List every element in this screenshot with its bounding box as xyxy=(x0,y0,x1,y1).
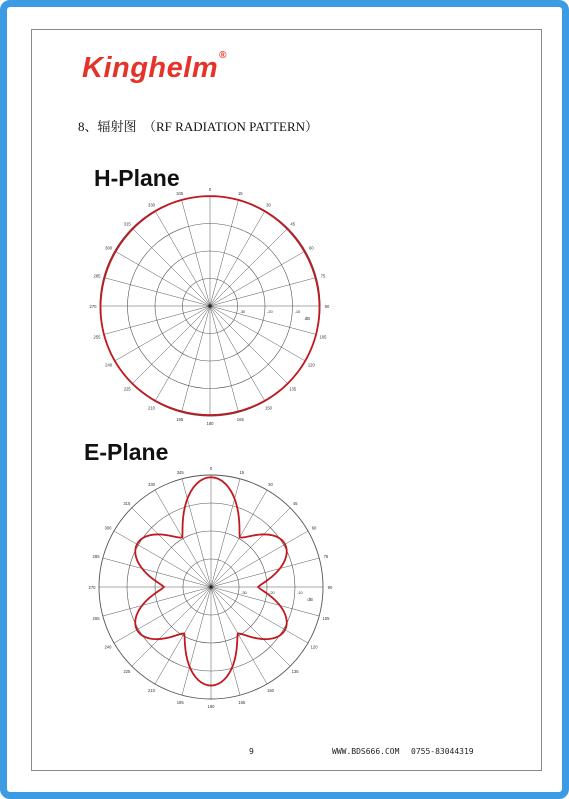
ring-scale-label: -10 xyxy=(294,309,301,314)
angle-tick-label: 255 xyxy=(92,615,100,621)
angle-tick-label: 210 xyxy=(148,688,155,694)
grid-spoke xyxy=(114,587,211,643)
angle-tick-label: 60 xyxy=(311,525,317,531)
grid-spoke xyxy=(210,306,288,384)
angle-tick-label: 285 xyxy=(92,554,100,560)
angle-tick-label: 45 xyxy=(290,221,296,227)
angle-tick-label: 330 xyxy=(148,481,155,487)
angle-tick-label: 120 xyxy=(307,362,315,368)
kinghelm-logo xyxy=(82,52,227,85)
grid-spoke xyxy=(210,200,238,306)
grid-spoke xyxy=(211,490,267,587)
grid-spoke xyxy=(155,211,210,306)
angle-tick-label: 225 xyxy=(123,386,131,392)
grid-spoke xyxy=(132,587,211,666)
angle-tick-label: 210 xyxy=(148,405,155,411)
grid-spoke xyxy=(211,508,290,587)
grid-spoke xyxy=(132,306,210,384)
angle-tick-label: 150 xyxy=(265,405,272,411)
logo-text: Kinghelm xyxy=(82,52,219,84)
angle-tick-label: 180 xyxy=(207,704,215,709)
angle-tick-label: 165 xyxy=(236,417,244,423)
ring-scale-label: -30 xyxy=(241,590,247,595)
grid-spoke xyxy=(210,306,265,401)
angle-tick-label: 75 xyxy=(323,554,329,560)
footer-phone: 0755-83044319 xyxy=(411,747,474,756)
grid-spoke xyxy=(210,306,316,334)
angle-tick-label: 30 xyxy=(268,481,273,487)
grid-spoke xyxy=(114,531,211,587)
section-title: 8、辐射图 （RF RADIATION PATTERN） xyxy=(78,119,319,134)
angle-tick-label: 15 xyxy=(237,190,243,196)
angle-tick-label: 300 xyxy=(104,525,112,531)
grid-spoke xyxy=(210,211,265,306)
grid-spoke xyxy=(210,306,305,361)
registered-mark: ® xyxy=(219,50,227,62)
page-number: 9 xyxy=(249,747,254,756)
grid-spoke xyxy=(210,306,238,412)
e-plane-title: E-Plane xyxy=(84,439,169,465)
angle-tick-label: 270 xyxy=(88,585,96,590)
angle-tick-label: 345 xyxy=(176,470,184,476)
ring-scale-label: -10 xyxy=(297,590,303,595)
grid-spoke xyxy=(211,531,308,587)
angle-tick-label: 45 xyxy=(292,500,298,506)
angle-tick-label: 285 xyxy=(93,273,101,279)
grid-spoke xyxy=(210,228,288,306)
grid-spoke xyxy=(182,306,210,412)
unit-label: dB xyxy=(304,316,311,321)
plot-center xyxy=(208,304,211,307)
grid-spoke xyxy=(210,278,316,306)
grid-spoke xyxy=(182,479,211,587)
plot-center xyxy=(209,585,212,588)
angle-tick-label: 135 xyxy=(289,386,297,392)
angle-tick-label: 135 xyxy=(291,669,299,675)
grid-spoke xyxy=(210,251,305,306)
grid-spoke xyxy=(211,479,240,587)
angle-tick-label: 330 xyxy=(148,202,155,208)
h-plane-polar-plot xyxy=(89,187,332,426)
angle-tick-label: 300 xyxy=(105,245,113,251)
grid-spoke xyxy=(182,200,210,306)
ring-scale-label: -20 xyxy=(269,590,275,595)
footer-website: WWW.BDS666.COM xyxy=(332,747,400,756)
angle-tick-label: 15 xyxy=(239,470,245,476)
h-plane-title: H-Plane xyxy=(94,165,180,191)
grid-spoke xyxy=(132,228,210,306)
angle-tick-label: 180 xyxy=(206,421,214,426)
angle-tick-label: 90 xyxy=(327,585,333,590)
angle-tick-label: 105 xyxy=(322,615,330,621)
grid-spoke xyxy=(211,587,308,643)
angle-tick-label: 90 xyxy=(324,304,330,309)
angle-tick-label: 270 xyxy=(89,304,97,309)
angle-tick-label: 195 xyxy=(176,417,184,423)
grid-spoke xyxy=(155,306,210,401)
grid-spoke xyxy=(104,306,210,334)
angle-tick-label: 345 xyxy=(176,190,184,196)
grid-spoke xyxy=(104,278,210,306)
angle-tick-label: 315 xyxy=(123,221,131,227)
document-page xyxy=(31,29,542,771)
angle-tick-label: 0 xyxy=(209,466,213,471)
angle-tick-label: 255 xyxy=(93,334,101,340)
ring-scale-label: -30 xyxy=(239,309,246,314)
angle-tick-label: 225 xyxy=(123,669,131,675)
angle-tick-label: 120 xyxy=(310,644,318,650)
angle-tick-label: 0 xyxy=(208,187,212,192)
ring-scale-label: -20 xyxy=(267,309,273,314)
grid-spoke xyxy=(211,587,267,684)
angle-tick-label: 240 xyxy=(104,644,112,650)
grid-spoke xyxy=(211,587,290,666)
angle-tick-label: 75 xyxy=(320,273,326,279)
angle-tick-label: 30 xyxy=(266,202,271,208)
grid-spoke xyxy=(132,508,211,587)
angle-tick-label: 165 xyxy=(238,699,246,705)
e-plane-polar-plot xyxy=(89,465,335,711)
angle-tick-label: 150 xyxy=(267,688,274,694)
angle-tick-label: 240 xyxy=(105,362,113,368)
angle-tick-label: 105 xyxy=(319,334,327,340)
angle-tick-label: 60 xyxy=(308,245,314,251)
unit-label: dB xyxy=(307,597,313,602)
grid-spoke xyxy=(115,251,210,306)
grid-spoke xyxy=(155,490,211,587)
angle-tick-label: 315 xyxy=(123,500,131,506)
grid-spoke xyxy=(155,587,211,684)
angle-tick-label: 195 xyxy=(176,699,184,705)
grid-spoke xyxy=(115,306,210,361)
